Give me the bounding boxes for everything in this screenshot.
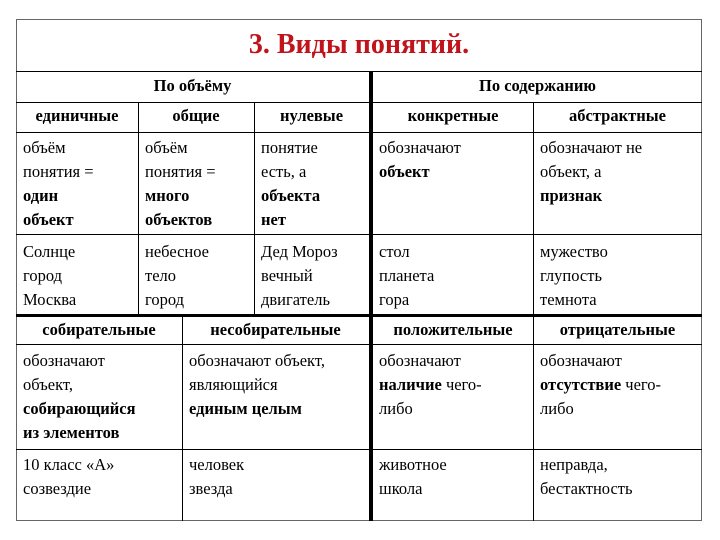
- definition-positive: обозначают наличие чего- либо: [379, 351, 482, 418]
- definition-concrete: обозначают объект: [379, 138, 461, 181]
- definition-general: объём понятия = много объектов: [145, 138, 216, 229]
- definition-negative: обозначают отсутствие чего- либо: [540, 351, 662, 418]
- examples-positive: животное школа: [379, 455, 447, 498]
- definition-collective: обозначают объект, собирающийся из элементов: [23, 351, 136, 442]
- examples-null: Дед Мороз вечный двигатель: [261, 242, 338, 309]
- top-row-divider: [16, 234, 702, 235]
- examples-noncollective: человек звезда: [189, 455, 245, 498]
- examples-abstract: мужество глупость темнота: [540, 242, 608, 309]
- examples-general: небесное тело город: [145, 242, 209, 309]
- header-single: единичные: [35, 106, 119, 125]
- header-collective: собирательные: [42, 320, 156, 339]
- header-negative: отрицательные: [559, 320, 676, 339]
- title-divider: [16, 71, 702, 72]
- examples-collective: 10 класс «А» созвездие: [23, 455, 115, 498]
- header-positive: положительные: [393, 320, 513, 339]
- bottom-header-divider: [16, 344, 702, 345]
- header-noncollective: несобирательные: [210, 320, 341, 339]
- subheader-divider: [16, 132, 702, 133]
- page-title: 3. Виды понятий.: [248, 29, 470, 60]
- examples-negative: неправда, бестактность: [540, 455, 633, 498]
- header-general: общие: [172, 106, 220, 125]
- definition-single: объём понятия = один объект: [23, 138, 94, 229]
- header-abstract: абстрактные: [569, 106, 666, 125]
- header-concrete: конкретные: [407, 106, 499, 125]
- header-null: нулевые: [279, 106, 344, 125]
- definition-noncollective: обозначают объект, являющийся единым целым: [189, 351, 325, 418]
- definition-null: понятие есть, а объекта нет: [261, 138, 321, 229]
- section-divider: [16, 314, 702, 317]
- group-content: По содержанию: [479, 76, 596, 95]
- group-header-divider: [16, 102, 702, 103]
- bottom-row-divider: [16, 449, 702, 450]
- group-volume: По объёму: [153, 76, 232, 95]
- examples-concrete: стол планета гора: [379, 242, 435, 309]
- definition-abstract: обозначают не объект, а признак: [540, 138, 643, 205]
- examples-single: Солнце город Москва: [23, 242, 77, 309]
